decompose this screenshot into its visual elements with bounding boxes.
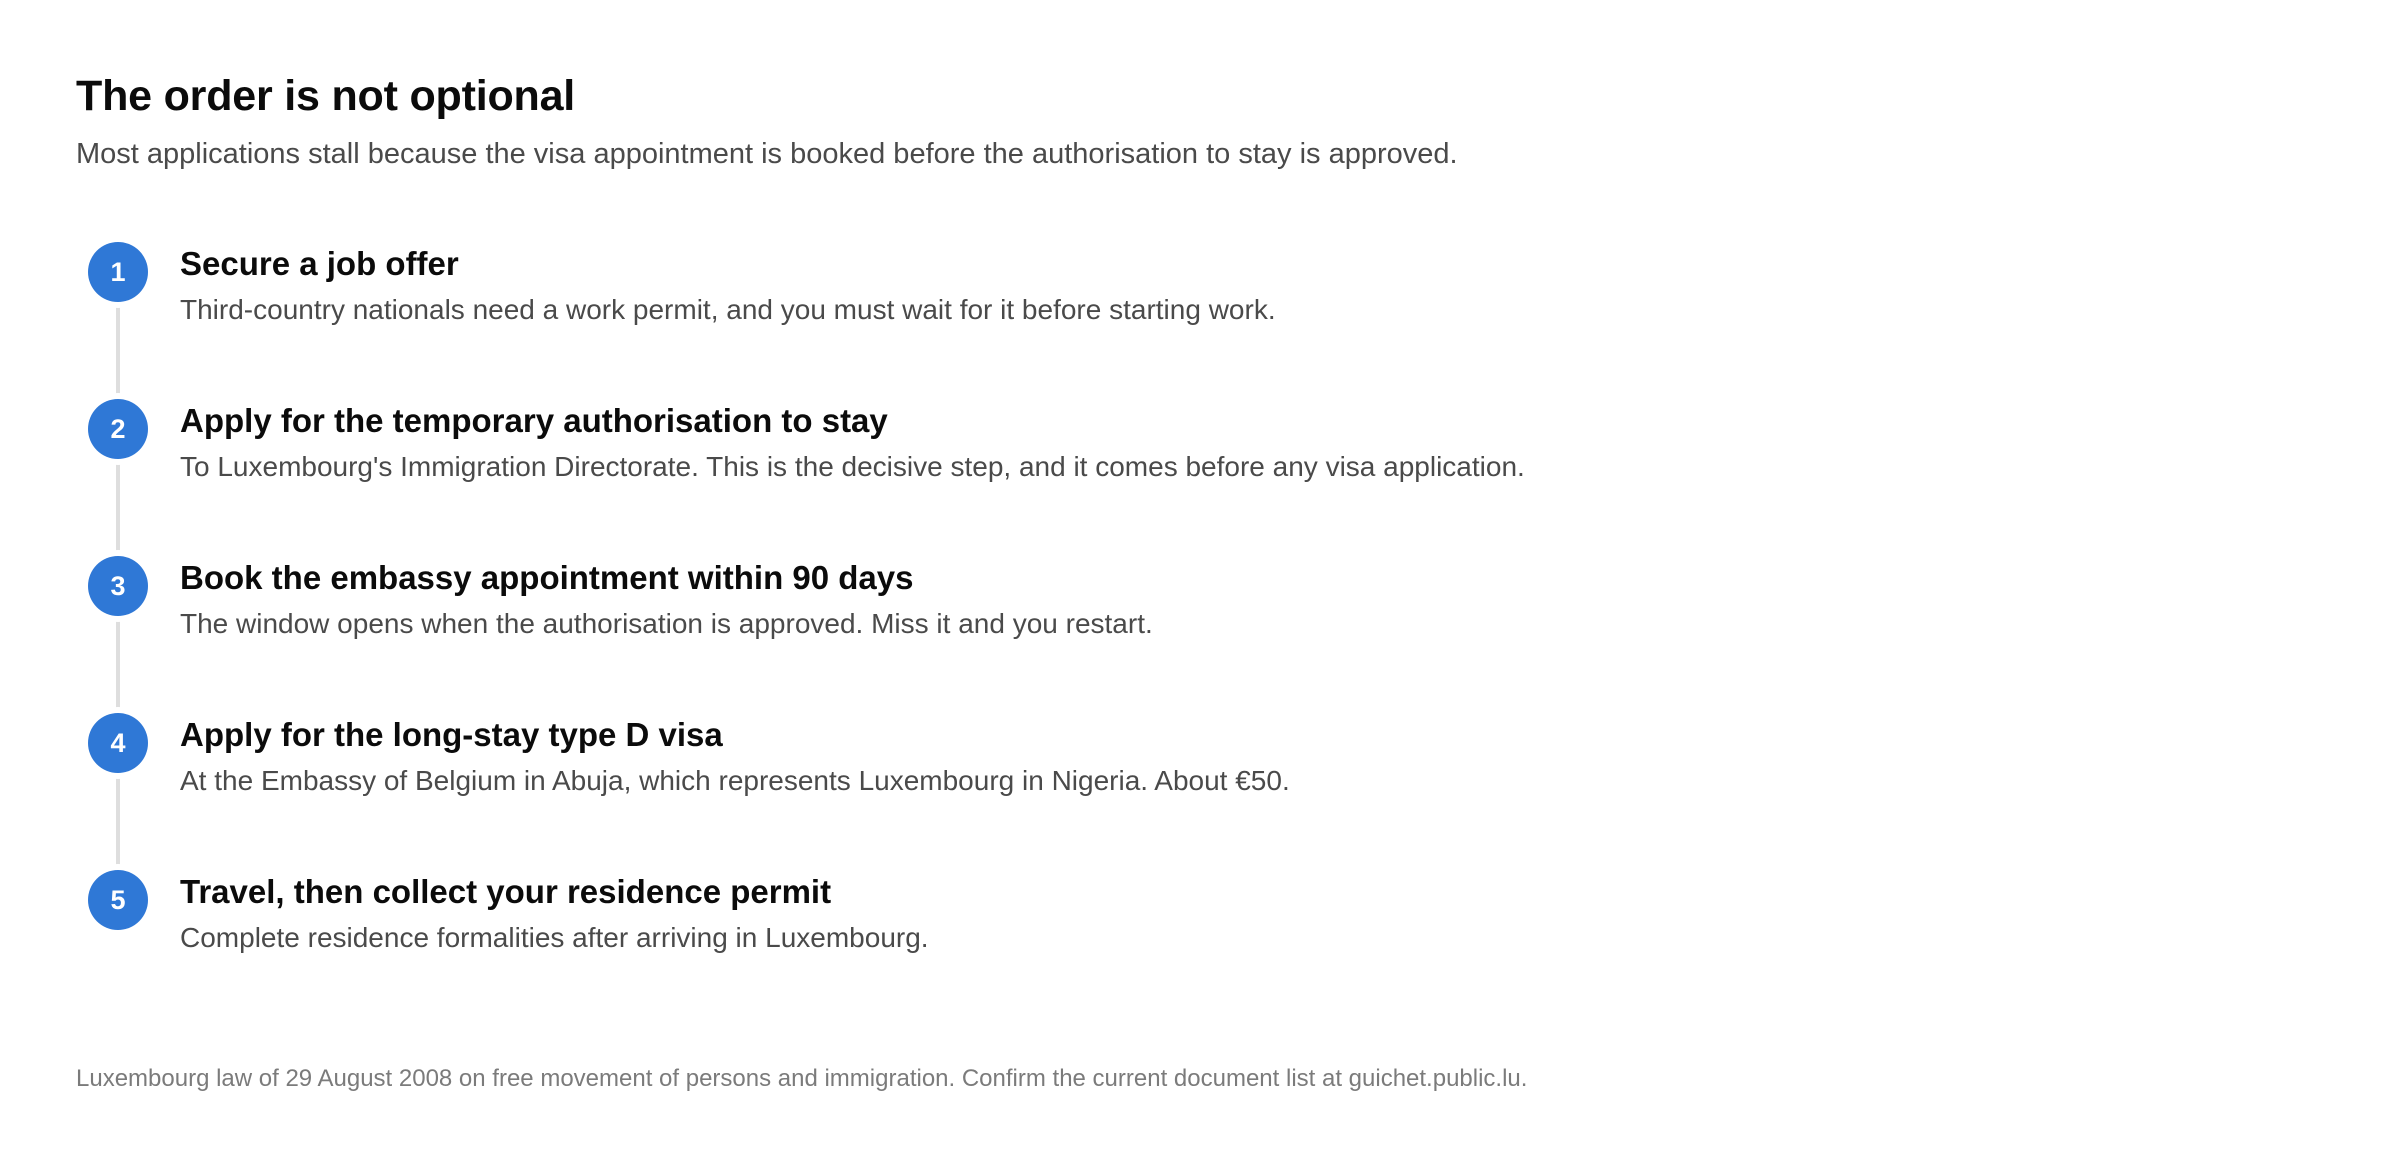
step-description: Complete residence formalities after arriving in Luxembourg. <box>180 922 929 953</box>
step-number-badge: 4 <box>88 713 148 773</box>
step-number-badge: 1 <box>88 242 148 302</box>
step-number-badge: 3 <box>88 556 148 616</box>
step-number-badge: 2 <box>88 399 148 459</box>
source-footnote: Luxembourg law of 29 August 2008 on free movement of persons and immigration. Confirm the current document list at guichet.public.lu. <box>76 1065 1528 1092</box>
step-item <box>76 242 2316 399</box>
step-title: Apply for the temporary authorisation to stay <box>180 402 888 439</box>
step-item <box>76 870 2316 1027</box>
step-item <box>76 399 2316 556</box>
step-description: To Luxembourg's Immigration Directorate. This is the decisive step, and it comes before any visa application. <box>180 451 1525 482</box>
step-title: Travel, then collect your residence permit <box>180 873 832 910</box>
step-description: The window opens when the authorisation is approved. Miss it and you restart. <box>180 608 1153 639</box>
step-title: Book the embassy appointment within 90 days <box>180 559 914 596</box>
step-item <box>76 556 2316 713</box>
step-title: Secure a job offer <box>180 245 459 282</box>
step-item <box>76 713 2316 870</box>
step-number-badge: 5 <box>88 870 148 930</box>
page-title: The order is not optional <box>76 72 576 120</box>
step-description: At the Embassy of Belgium in Abuja, which represents Luxembourg in Nigeria. About €50. <box>180 765 1290 796</box>
step-title: Apply for the long-stay type D visa <box>180 716 723 753</box>
page-content <box>76 70 2316 1043</box>
page-subtitle: Most applications stall because the visa appointment is booked before the authorisation to stay is approved. <box>76 138 1458 170</box>
step-description: Third-country nationals need a work permit, and you must wait for it before starting work. <box>180 294 1276 325</box>
steps-list <box>76 242 2316 1027</box>
